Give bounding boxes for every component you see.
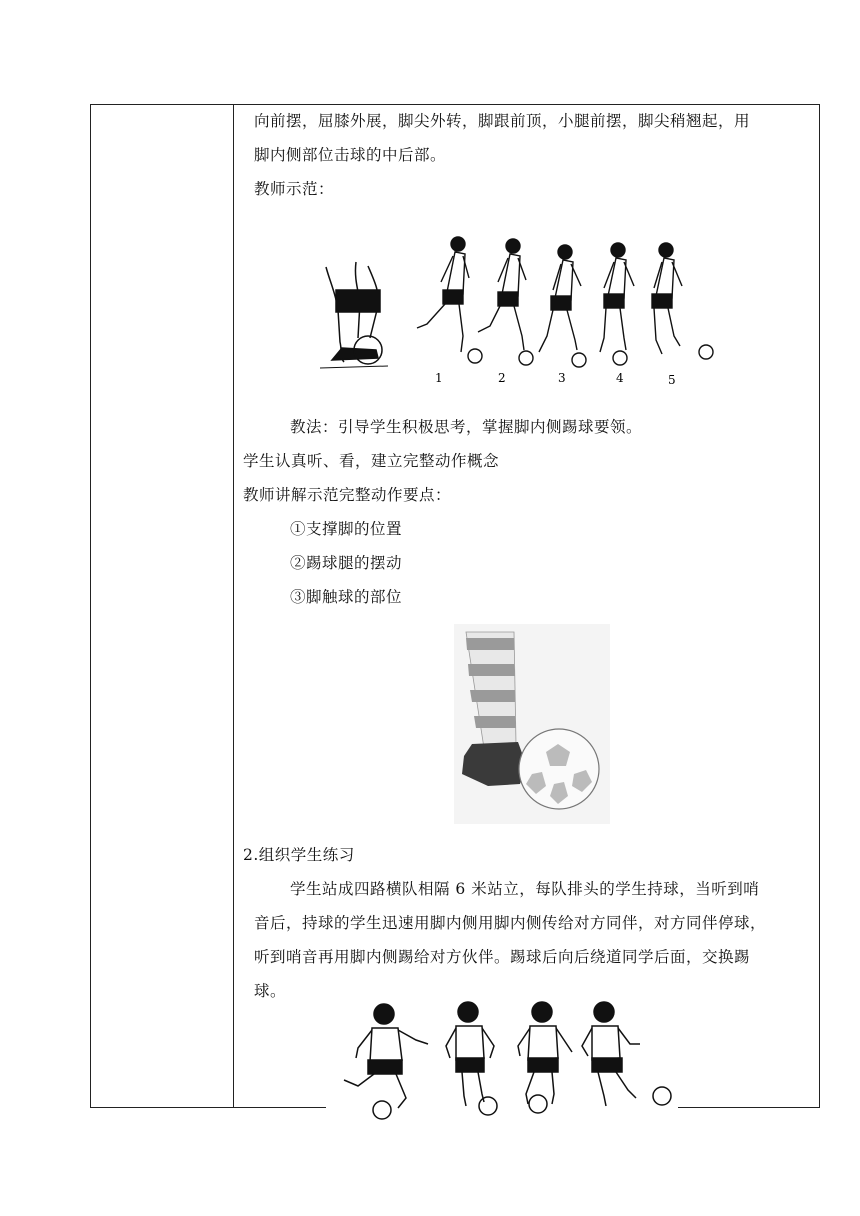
frame-number-3: 3 bbox=[558, 371, 566, 385]
practice-line-2: 音后，持球的学生迅速用脚内侧用脚内侧传给对方同伴，对方同伴停球， bbox=[254, 914, 767, 932]
kick-sequence-figure bbox=[318, 232, 728, 392]
runner-frames bbox=[417, 237, 713, 367]
explain-line: 教师讲解示范完整动作要点： bbox=[243, 486, 452, 504]
frame-number-5: 5 bbox=[668, 373, 676, 387]
column-divider bbox=[233, 104, 234, 1108]
method-line: 教法：引导学生积极思考，掌握脚内侧踢球要领。 bbox=[290, 418, 643, 436]
paragraph-line-1: 向前摆，屈膝外展，脚尖外转，脚跟前顶，小腿前摆，脚尖稍翘起，用 bbox=[254, 112, 751, 130]
practice-line-3: 听到哨音再用脚内侧踢给对方伙伴。踢球后向后绕道同学后面，交换踢 bbox=[254, 948, 751, 966]
frame-number-4: 4 bbox=[616, 371, 624, 385]
practice-figure bbox=[326, 1000, 678, 1124]
closeup-foot-sketch bbox=[320, 262, 388, 368]
point-2: ②踢球腿的摆动 bbox=[290, 554, 403, 572]
practice-line-4: 球。 bbox=[254, 982, 287, 1000]
point-1: ①支撑脚的位置 bbox=[290, 520, 403, 538]
paragraph-line-2: 脚内侧部位击球的中后部。 bbox=[254, 146, 447, 164]
section2-heading: 2.组织学生练习 bbox=[243, 846, 355, 864]
frame-number-1: 1 bbox=[435, 371, 443, 385]
practice-line-1: 学生站成四路横队相隔 6 米站立，每队排头的学生持球，当听到哨 bbox=[290, 880, 760, 898]
player-3 bbox=[518, 1002, 572, 1113]
student-line: 学生认真听、看，建立完整动作概念 bbox=[243, 452, 500, 470]
demo-heading: 教师示范： bbox=[254, 180, 335, 198]
player-4 bbox=[582, 1002, 671, 1106]
foot-ball-photo bbox=[454, 624, 610, 824]
frame-number-2: 2 bbox=[498, 371, 506, 385]
point-3: ③脚触球的部位 bbox=[290, 588, 403, 606]
